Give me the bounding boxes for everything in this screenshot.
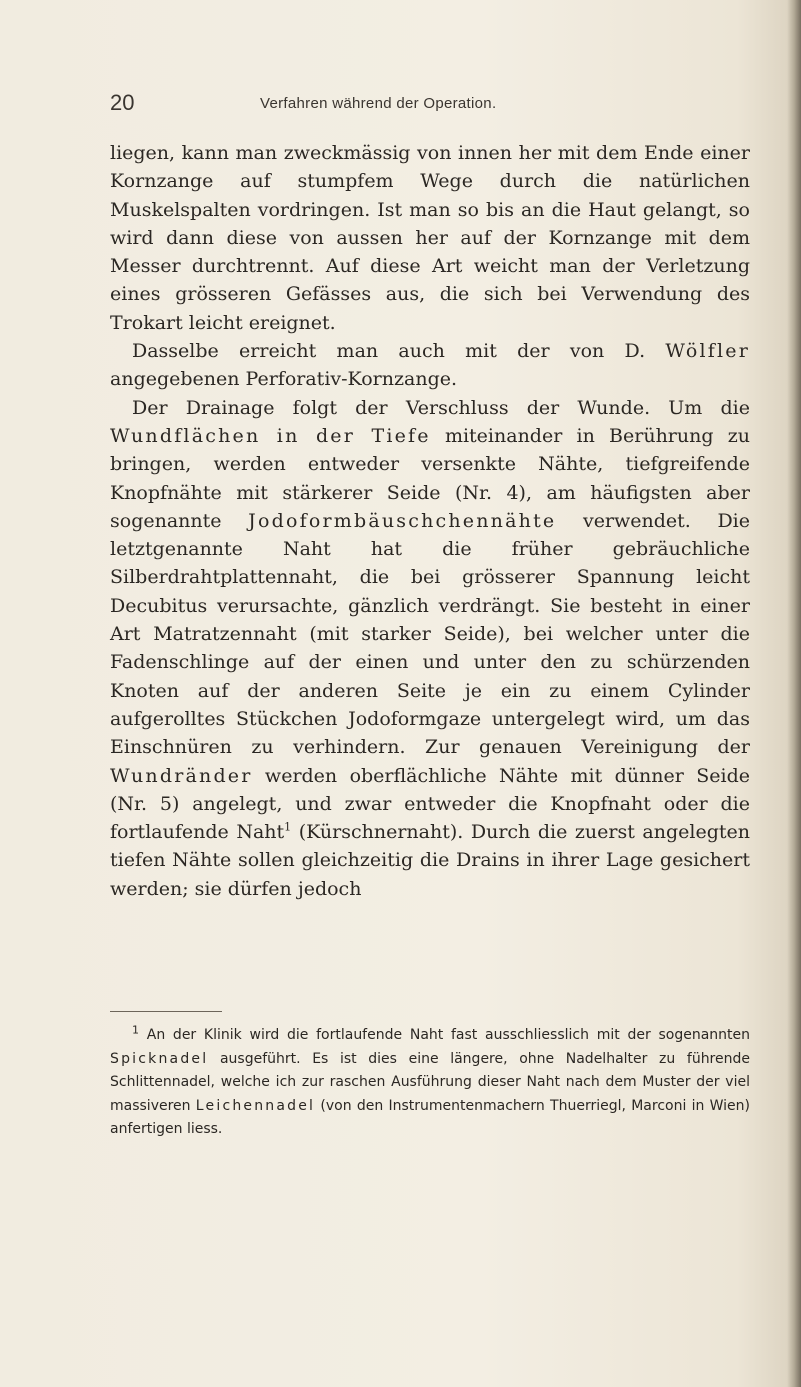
footnote-text-a: An der Klinik wird die fortlaufende Naht fast ausschliesslich mit der sogenannten xyxy=(139,1027,750,1043)
running-head: Verfahren während der Operation. xyxy=(260,95,497,112)
emphasis-wundraender: Wundränder xyxy=(110,764,253,787)
paragraph-3-text-e: (Kürschnernaht). Durch die zuerst angelegten tiefen Nähte sollen gleichzeitig die Drains in ihrer Lage gesichert werden; sie dürfen jedoch xyxy=(110,821,750,900)
footnote-text-c: (von den Instrumentenmachern Thuerriegl, Marconi in Wien) anfertigen liess. xyxy=(110,1097,750,1137)
paragraph-3-text-b: miteinander in Berührung zu bringen, werden entweder versenkte Nähte, tiefgreifende Knopfnähte mit stärkerer Seide (Nr. 4), am häufigsten aber sogenannte xyxy=(110,424,750,532)
paragraph-1-text: liegen, kann man zweckmässig von innen her mit dem Ende einer Kornzange auf stumpfem Wege durch die natürlichen Muskelspalten vordringen. Ist man so bis an die Haut gelangt, so wird dann diese von aussen her auf der Kornzange mit dem Messer durchtrennt. Auf diese Art weicht man der Verletzung eines grösseren Gefässes aus, die sich bei Verwendung des Trokart leicht ereignet. xyxy=(110,142,750,334)
emphasis-jodoformnaehte: Jodoformbäuschchennähte xyxy=(248,509,557,532)
author-name-woelfler: Wölfler xyxy=(665,340,750,363)
footnote-reference: 1 xyxy=(284,820,292,834)
paragraph-3-text-c: verwendet. Die letztgenannte Naht hat die früher gebräuchliche Silberdrahtplattennaht, die bei grösserer Spannung leicht Decubitus verursachte, gänzlich verdrängt. Sie besteht in einer Art Matratzennaht (mit starker Seide), bei welcher unter die Fadenschlinge auf der einen und unter den zu schürzenden Knoten auf der anderen Seite je ein zu einem Cylinder aufgerolltes Stückchen Jodoformgaze untergelegt wird, um das Einschnüren zu verhindern. Zur genauen Vereinigung der xyxy=(110,509,750,759)
page-number: 20 xyxy=(110,90,135,115)
footnote-divider xyxy=(110,1011,222,1012)
paragraph-3-text-a: Der Drainage folgt der Verschluss der Wunde. Um die xyxy=(132,396,750,419)
footnote-1 xyxy=(110,1024,750,1142)
emphasis-spicknadel: Spicknadel xyxy=(110,1050,209,1067)
emphasis-wundflaechen: Wundflächen in der Tiefe xyxy=(110,424,431,447)
paragraph-2 xyxy=(110,337,750,394)
footnote-marker: 1 xyxy=(132,1023,139,1037)
footnotes xyxy=(110,1024,750,1142)
paragraph-3 xyxy=(110,394,750,903)
footnote-text-b: ausgeführt. Es ist dies eine längere, ohne Nadelhalter zu führende Schlittennadel, welche ich zur raschen Ausführung dieser Naht nach dem Muster der viel massiveren xyxy=(110,1050,750,1114)
emphasis-leichennadel: Leichennadel xyxy=(195,1097,316,1114)
paragraph-2-text-a: Dasselbe erreicht man auch mit der von D. xyxy=(132,340,666,363)
page-edge-shadow xyxy=(787,0,801,1387)
body-text xyxy=(110,139,750,903)
page-header xyxy=(110,90,750,120)
paragraph-2-text-b: angegebenen Perforativ-Kornzange. xyxy=(110,368,458,391)
paragraph-1 xyxy=(110,139,750,337)
paragraph-3-text-d: werden oberflächliche Nähte mit dünner Seide (Nr. 5) angelegt, und zwar entweder die Knopfnaht oder die fortlaufende Naht xyxy=(110,764,750,844)
